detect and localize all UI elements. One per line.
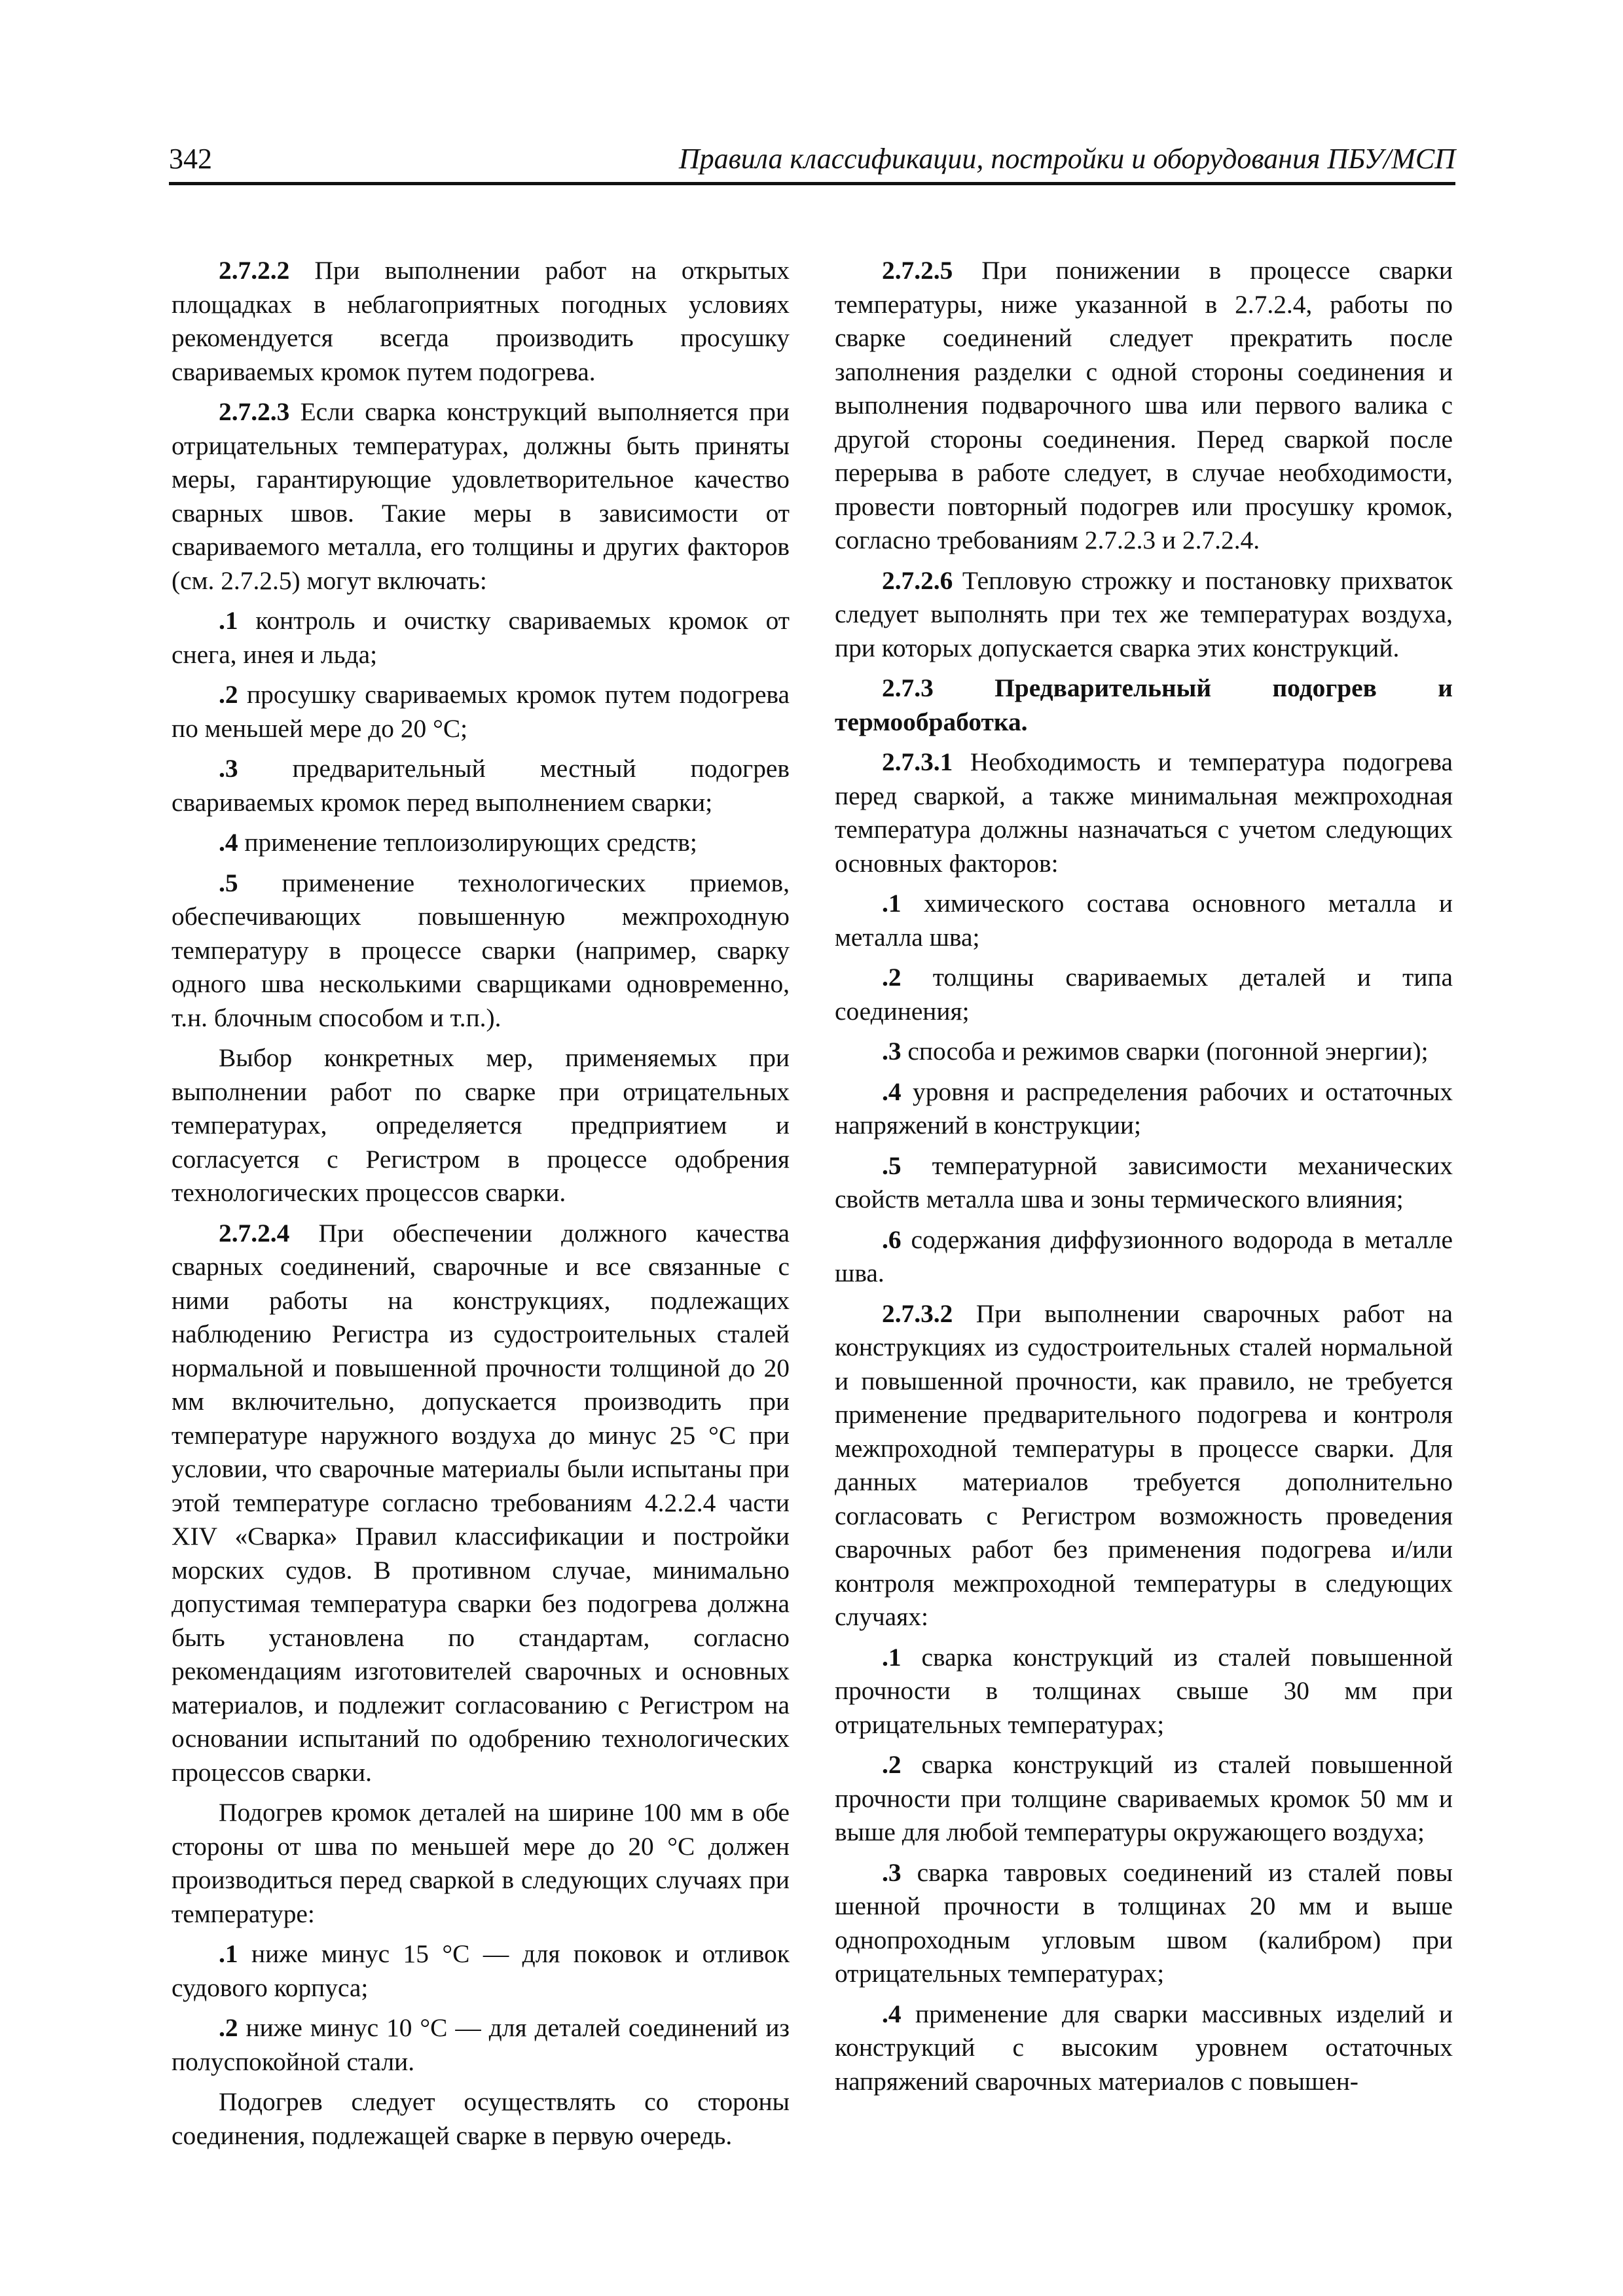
item-number: .5 (219, 868, 238, 897)
list-item (172, 2011, 790, 2079)
paragraph-text: Выбор конкретных мер, применяемых при выполнении работ по сварке при отрицательных температурах, определяется предприятием и согласуется с Регистром в процессе одобрения технологических процессов сварки. (172, 1043, 790, 1207)
list-item (172, 1937, 790, 2005)
item-text: ниже минус 15 °С — для поковок и отливок судового корпуса; (172, 1939, 790, 2002)
item-number: .5 (882, 1151, 902, 1180)
item-text: содержания диффузионного водорода в металле шва. (835, 1225, 1453, 1287)
running-title: Правила классификации, постройки и оборудования ПБУ/МСП (678, 143, 1455, 175)
item-text: способа и режимов сварки (погонной энергии); (901, 1037, 1429, 1066)
item-text: применение теплоизолирующих средств; (238, 828, 697, 857)
list-item (835, 1035, 1453, 1069)
item-text: ниже минус 10 °С — для деталей соединений из полуспокойной стали. (172, 2013, 790, 2076)
paragraph-text: При выполнении работ на открытых площадках в неблагоприятных погодных условиях рекомендуется всегда производить просушку свариваемых кромок путем подогрева. (172, 256, 790, 386)
clause-number: 2.7.3.1 (882, 747, 953, 776)
item-number: .4 (882, 1077, 902, 1106)
item-text: просушку свариваемых кромок путем подогрева по меньшей мере до 20 °С; (172, 680, 790, 743)
list-item (835, 1998, 1453, 2099)
item-number: .3 (882, 1857, 902, 1887)
list-item (835, 1149, 1453, 1217)
item-text: сварка конструкций из сталей повышенной прочности в толщинах свыше 30 мм при отрицательных температурах; (835, 1642, 1453, 1739)
item-text: температурной зависимости механических свойств металла шва и зоны термического влияния; (835, 1151, 1453, 1213)
paragraph-text: Подогрев кромок деталей на ширине 100 мм в обе стороны от шва по меньшей мере до 20 °С должен производиться перед сваркой в следующих случаях при температуре: (172, 1798, 790, 1928)
list-item (835, 961, 1453, 1028)
list-item (835, 887, 1453, 954)
paragraph-text: При обеспечении должного качества сварных соединений, сварочные и все связанные с ними работы на конструкциях, подлежащих наблюдению Регистра из судостроительных сталей нормальной и повышенной прочности толщиной до 20 мм включительно, допускается производить при температуре наружного воздуха до минус 25 °С при условии, что сварочные материалы были испытаны при этой температуре согласно требованиям 4.2.2.4 части XIV «Сварка» Правил классификации и постройки морских судов. В противном случае, минимально допустимая температура сварки без подогрева должна быть установлена по стандартам, согласно рекомендациям изготовителей сварочных и основных материалов, и подлежит согласованию с Регистром на основании испытаний по одобрению технологических процессов сварки. (172, 1218, 790, 1787)
list-item (172, 867, 790, 1035)
paragraph (835, 254, 1453, 558)
list-item (172, 826, 790, 860)
item-text: химического состава основного металла и металла шва; (835, 889, 1453, 952)
list-item (172, 678, 790, 745)
item-text: применение для сварки массивных изделий и конструкций с высоким уровнем остаточных напряжений сварочных материалов с повышен- (835, 1999, 1453, 2096)
paragraph-text: Необходимость и температура подогрева перед сваркой, а также минимальная межпроходная температура должны назначаться с учетом следующих основных факторов: (835, 747, 1453, 878)
clause-number: 2.7.3.2 (882, 1299, 953, 1328)
paragraph (172, 1217, 790, 1790)
item-text: сварка конструкций из сталей повышенной прочности при толщине свариваемых кромок 50 мм и выше для любой температуры окружающего воздуха; (835, 1750, 1453, 1846)
paragraph-text: Подогрев следует осуществлять со стороны соединения, подлежащей сварке в первую очередь. (172, 2087, 790, 2150)
item-number: .6 (882, 1225, 902, 1254)
list-item (835, 1748, 1453, 1850)
item-text: контроль и очистку свариваемых кромок от снега, инея и льда; (172, 606, 790, 669)
paragraph (172, 1041, 790, 1210)
item-text: толщины свариваемых деталей и типа соединения; (835, 963, 1453, 1026)
list-item (172, 604, 790, 672)
heading-text: 2.7.3 Предварительный подогрев и термообработка. (835, 673, 1453, 736)
item-text: сварка тавровых соединений из сталей повы шенной прочности в толщинах 20 мм и выше однопроходным угловым швом (калибром) при отрицательных температурах; (835, 1857, 1453, 1988)
item-number: .4 (219, 828, 238, 857)
item-number: .2 (219, 680, 238, 709)
list-item (835, 1856, 1453, 1991)
clause-number: 2.7.2.3 (219, 397, 290, 426)
item-number: .2 (882, 1750, 902, 1779)
right-column (835, 254, 1453, 2098)
clause-number: 2.7.2.5 (882, 256, 953, 285)
item-number: .1 (882, 1642, 902, 1672)
clause-number: 2.7.2.2 (219, 256, 290, 285)
item-number: .3 (219, 754, 238, 783)
item-text: предварительный местный подогрев свариваемых кромок перед выполнением сварки; (172, 754, 790, 817)
left-column (172, 254, 790, 2153)
section-heading (835, 672, 1453, 739)
page-header (169, 136, 1455, 185)
paragraph (172, 2085, 790, 2153)
paragraph (835, 1297, 1453, 1634)
paragraph (172, 254, 790, 389)
item-number: .2 (882, 963, 902, 992)
clause-number: 2.7.2.6 (882, 565, 953, 595)
paragraph (835, 745, 1453, 880)
list-item (835, 1223, 1453, 1291)
page-number: 342 (169, 143, 212, 175)
item-number: .2 (219, 2013, 238, 2042)
paragraph (835, 564, 1453, 666)
item-number: .1 (219, 606, 238, 635)
paragraph (172, 395, 790, 598)
item-number: .1 (219, 1939, 238, 1968)
list-item (172, 752, 790, 819)
paragraph-text: При выполнении сварочных работ на конструкциях из судостроительных сталей нормальной и повышенной прочности, как правило, не требуется применение предварительного подогрева и контроля межпроходной температуры в процессе сварки. Для данных материалов требуется дополнительно согласовать с Регистром возможность проведения сварочных работ без применения подогрева и/или контроля межпроходной температуры в следующих случаях: (835, 1299, 1453, 1631)
item-number: .4 (882, 1999, 902, 2028)
paragraph-text: При понижении в процессе сварки температуры, ниже указанной в 2.7.2.4, работы по сварке соединений следует прекратить после заполнения разделки с одной стороны соединения и выполнения подварочного шва или первого валика с другой стороны соединения. Перед сваркой после перерыва в работе следует, в случае необходимости, провести повторный подогрев или просушку кромок, согласно требованиям 2.7.2.3 и 2.7.2.4. (835, 256, 1453, 554)
paragraph (172, 1796, 790, 1931)
item-text: уровня и распределения рабочих и остаточных напряжений в конструкции; (835, 1077, 1453, 1139)
item-number: .3 (882, 1037, 902, 1066)
clause-number: 2.7.2.4 (219, 1218, 290, 1247)
item-text: применение технологических приемов, обеспечивающих повышенную межпроходную температуру в процессе сварки (например, сварку одного шва несколькими сварщиками одновременно, т.н. блочным способом и т.п.). (172, 868, 790, 1032)
paragraph-text: Тепловую строжку и постановку прихваток следует выполнять при тех же температурах воздуха, при которых допускается сварка этих конструкций. (835, 565, 1453, 662)
list-item (835, 1641, 1453, 1742)
item-number: .1 (882, 889, 902, 918)
paragraph-text: Если сварка конструкций выполняется при отрицательных температурах, должны быть приняты меры, гарантирующие удовлетворительное качество сварных швов. Такие меры в зависимости от свариваемого металла, его толщины и других факторов (см. 2.7.2.5) могут включать: (172, 397, 790, 595)
list-item (835, 1075, 1453, 1143)
